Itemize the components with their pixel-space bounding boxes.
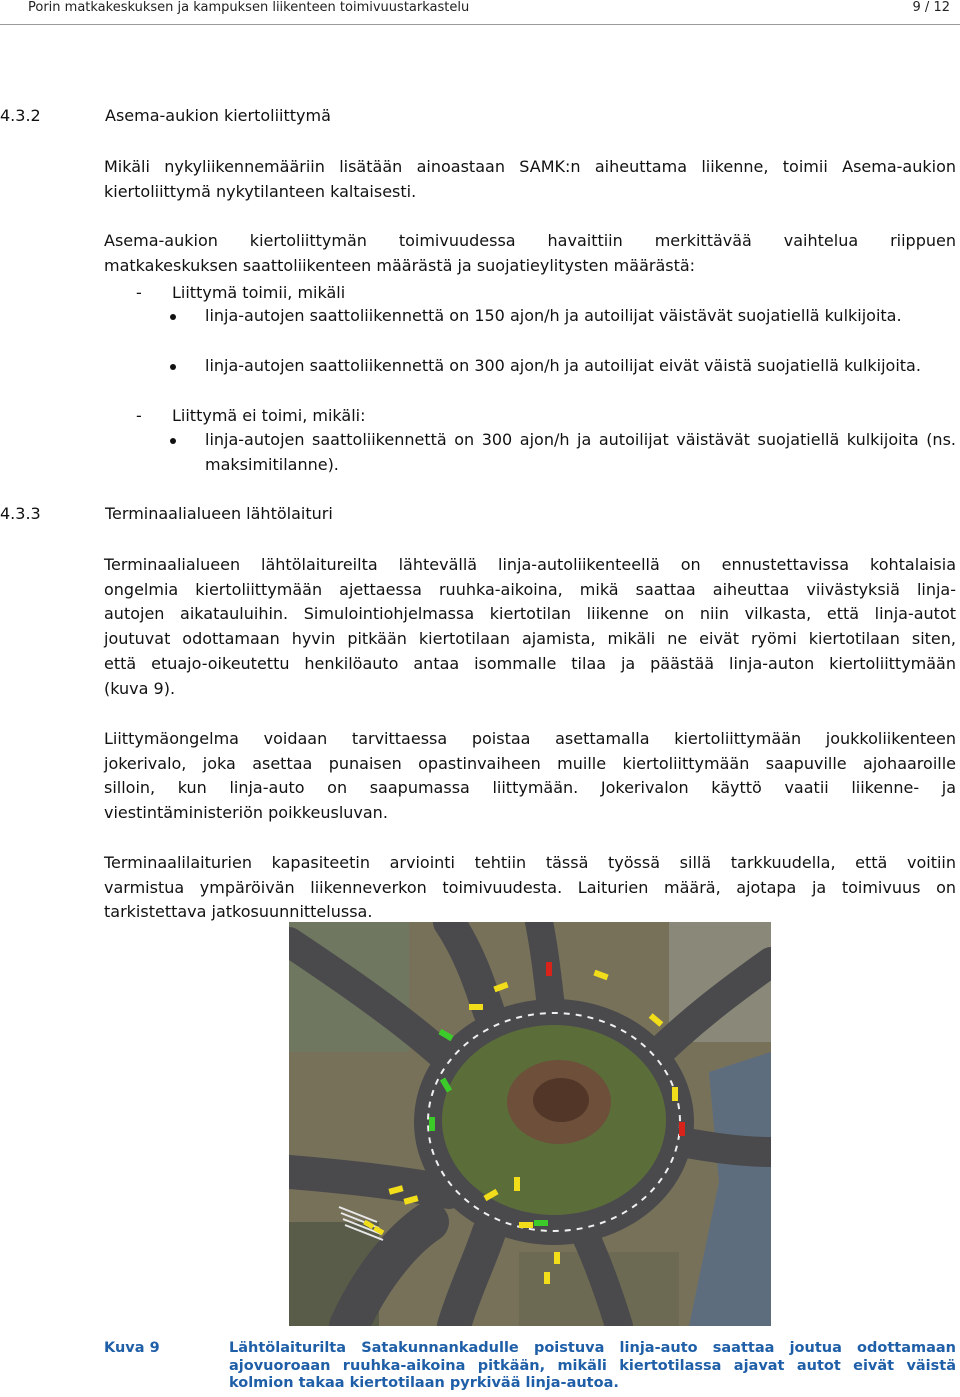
paragraph-432-1 bbox=[104, 155, 956, 204]
text-line: autojen aikatauluihin. Simulointiohjelmassa kiertotilan liikenne on niin vilkasta, että linja-autot bbox=[104, 604, 956, 624]
works-bullet-1: linja-autojen saattoliikennettä on 150 ajon/h ja autoilijat väistävät suojatiellä kulkijoita. bbox=[205, 306, 902, 325]
section-number-433: 4.3.3 bbox=[0, 504, 41, 523]
section-title-433: Terminaalialueen lähtölaituri bbox=[105, 504, 333, 523]
fails-condition-heading bbox=[136, 404, 365, 428]
document-title: Porin matkakeskuksen ja kampuksen liikenteen toimivuustarkastelu bbox=[28, 0, 470, 15]
bullet-icon bbox=[170, 314, 176, 320]
fails-bullet-1: linja-autojen saattoliikennettä on 300 ajon/h ja autoilijat väistävät suojatiellä kulkijoita (ns. maksimitilanne). bbox=[205, 430, 956, 474]
bullet-icon bbox=[170, 438, 176, 444]
text-line: ongelmia kiertoliittymään ajettaessa ruuhka-aikoina, mikä saattaa aiheuttaa viivästyksiä linja- bbox=[104, 579, 956, 599]
paragraph-432-2 bbox=[104, 229, 956, 278]
section-number-432: 4.3.2 bbox=[0, 106, 41, 125]
text-line: jokerivalo, joka asettaa punaisen opastinvaiheen muille kiertoliittymään saapuville ajohaaroille bbox=[104, 753, 956, 773]
works-bullet-2: linja-autojen saattoliikennettä on 300 ajon/h ja autoilijat eivät väistä suojatiellä kulkijoita. bbox=[205, 356, 921, 375]
paragraph-433-2 bbox=[104, 727, 956, 826]
paragraph-433-3 bbox=[104, 851, 956, 925]
text-line: että etuajo-oikeutettu henkilöauto antaa isommalle tilaa ja päästää linja-auton kiertoliittymään bbox=[104, 653, 956, 673]
text-line: viestintäministeriön poikkeusluvan. bbox=[104, 803, 388, 823]
figure-caption-label: Kuva 9 bbox=[104, 1340, 160, 1356]
works-condition-label: Liittymä toimii, mikäli bbox=[172, 283, 346, 302]
text-line: tarkistettava jatkosuunnittelussa. bbox=[104, 902, 373, 922]
paragraph-433-1 bbox=[104, 553, 956, 701]
bullet-icon bbox=[170, 364, 176, 370]
roundabout-illustration bbox=[289, 922, 771, 1326]
text-line: Terminaalialueen lähtölaitureilta lähtevällä linja-autoliikenteellä on ennustettavissa kohtalaisia bbox=[104, 555, 956, 574]
text-line: Liittymäongelma voidaan tarvittaessa poistaa asettamalla kiertoliittymään joukkoliikenteen bbox=[104, 729, 956, 748]
works-condition-heading bbox=[136, 281, 345, 305]
text-line: Asema-aukion kiertoliittymän toimivuudessa havaittiin merkittävää vaihtelua riippuen bbox=[104, 231, 956, 250]
page-header bbox=[0, 0, 960, 25]
text-line: Mikäli nykyliikennemääriin lisätään ainoastaan SAMK:n aiheuttama liikenne, toimii Asema-aukion bbox=[104, 157, 956, 176]
text-line: kiertoliittymä nykytilanteen kaltaisesti. bbox=[104, 181, 417, 201]
page-number: 9 / 12 bbox=[912, 0, 950, 15]
roundabout-aerial-image bbox=[289, 922, 771, 1326]
fails-condition-label: Liittymä ei toimi, mikäli: bbox=[172, 406, 366, 425]
dash-marker: - bbox=[136, 406, 142, 425]
section-title-432: Asema-aukion kiertoliittymä bbox=[105, 106, 331, 125]
text-line: (kuva 9). bbox=[104, 678, 176, 698]
text-line: silloin, kun linja-auto on saapumassa liittymään. Jokerivalon käyttö vaatii liikenne- ja bbox=[104, 778, 956, 798]
text-line: joutuvat odottamaan hyvin pitkään kiertotilaan ajamista, mikäli ne eivät ryömi kiertotilaan siten, bbox=[104, 629, 956, 649]
text-line: varmistua ympäröivän liikenneverkon toimivuudesta. Laiturien määrä, ajotapa ja toimivuus on bbox=[104, 877, 956, 897]
dash-marker: - bbox=[136, 283, 142, 302]
text-line: matkakeskuksen saattoliikenteen määrästä ja suojatieylitysten määrästä: bbox=[104, 255, 696, 275]
text-line: Terminaalilaiturien kapasiteetin arviointi tehtiin tässä työssä sillä tarkkuudella, että voitiin bbox=[104, 853, 956, 872]
figure-caption-text: Lähtölaiturilta Satakunnankadulle poistuva linja-auto saattaa joutua odottamaan ajovuoroaan ruuhka-aikoina pitkään, mikäli kiertotilassa ajavat autot eivät väistä kolmion takaa kiertotilaan pyrkivää linja-autoa. bbox=[229, 1340, 956, 1391]
